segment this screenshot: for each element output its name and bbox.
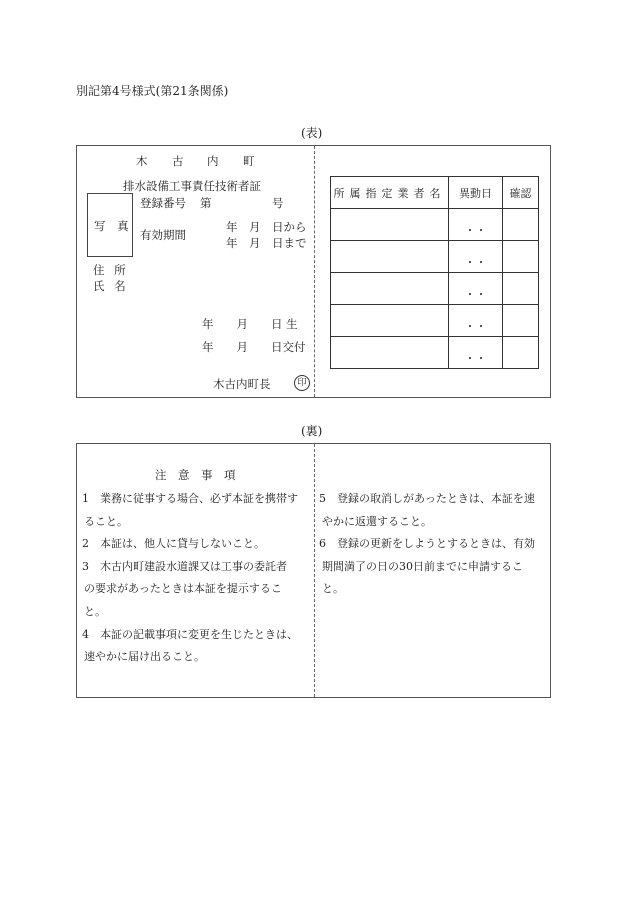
note-left-line: 1 業務に従事する場合、必ず本証を携帯す: [82, 492, 298, 505]
issuer-name: 木古内町長: [213, 377, 271, 391]
registration-label: 登録番号: [140, 196, 186, 210]
registry-table: [330, 176, 539, 369]
town-char-1: 木: [136, 154, 148, 168]
company-cell: [331, 273, 449, 305]
front-side-label: (表): [301, 126, 323, 140]
validity-to: 年 月 日まで: [226, 236, 307, 250]
town-char-3: 内: [207, 154, 219, 168]
note-right-line: 5 登録の取消しがあったときは、本証を速: [319, 492, 535, 505]
back-fold-line: [314, 444, 315, 697]
note-left-line: 2 本証は、他人に貸与しないこと。: [82, 537, 265, 550]
date-cell: ・・: [449, 305, 503, 337]
company-cell: [331, 305, 449, 337]
photo-label: 写 真: [94, 219, 133, 233]
validity-from: 年 月 日から: [226, 220, 307, 234]
town-char-2: 古: [172, 154, 184, 168]
note-left-line: ること。: [84, 515, 128, 528]
front-fold-line: [314, 146, 315, 397]
table-row: [331, 305, 539, 337]
registration-prefix: 第: [200, 196, 212, 210]
back-side-label: (裏): [301, 424, 323, 438]
note-left-line: 3 木古内町建設水道課又は工事の委託者: [82, 560, 287, 573]
note-left-line: 4 本証の記載事項に変更を生じたときは、: [82, 628, 298, 641]
registry-header-row: [331, 177, 539, 209]
company-cell: [331, 209, 449, 241]
table-row: [331, 209, 539, 241]
confirm-cell: [503, 273, 539, 305]
date-cell: ・・: [449, 273, 503, 305]
table-row: [331, 337, 539, 369]
birth-date-line: 年 月 日 生: [202, 317, 298, 331]
company-cell: [331, 337, 449, 369]
registration-suffix: 号: [272, 196, 284, 210]
note-right-line: 6 登録の更新をしようとするときは、有効: [319, 537, 535, 550]
issue-date-line: 年 月 日交付: [202, 340, 306, 354]
company-cell: [331, 241, 449, 273]
form-title: 別記第4号様式(第21条関係): [76, 84, 229, 98]
date-cell: ・・: [449, 337, 503, 369]
note-left-line: の要求があったときは本証を提示するこ: [84, 582, 282, 595]
note-right-line: やかに返還すること。: [322, 515, 432, 528]
table-row: [331, 273, 539, 305]
confirm-cell: [503, 241, 539, 273]
confirm-cell: [503, 305, 539, 337]
confirm-cell: [503, 337, 539, 369]
date-cell: ・・: [449, 209, 503, 241]
header-company: 所属指定業者名: [331, 177, 449, 209]
note-left-line: と。: [84, 605, 106, 618]
notes-title: 注 意 事 項: [155, 468, 236, 482]
note-left-line: 速やかに届け出ること。: [84, 650, 205, 663]
note-right-line: 期間満了の日の30日前までに申請するこ: [322, 560, 523, 573]
table-row: [331, 241, 539, 273]
town-char-4: 町: [243, 154, 255, 168]
address-label: 住 所: [93, 263, 129, 277]
note-right-line: と。: [322, 582, 344, 595]
validity-label: 有効期間: [140, 228, 186, 242]
date-cell: ・・: [449, 241, 503, 273]
confirm-cell: [503, 209, 539, 241]
certificate-title: 排水設備工事責任技術者証: [123, 179, 261, 193]
seal-mark: 印: [294, 375, 310, 391]
name-label: 氏 名: [93, 279, 129, 293]
header-confirm: 確認: [503, 177, 539, 209]
header-transfer-date: 異動日: [449, 177, 503, 209]
